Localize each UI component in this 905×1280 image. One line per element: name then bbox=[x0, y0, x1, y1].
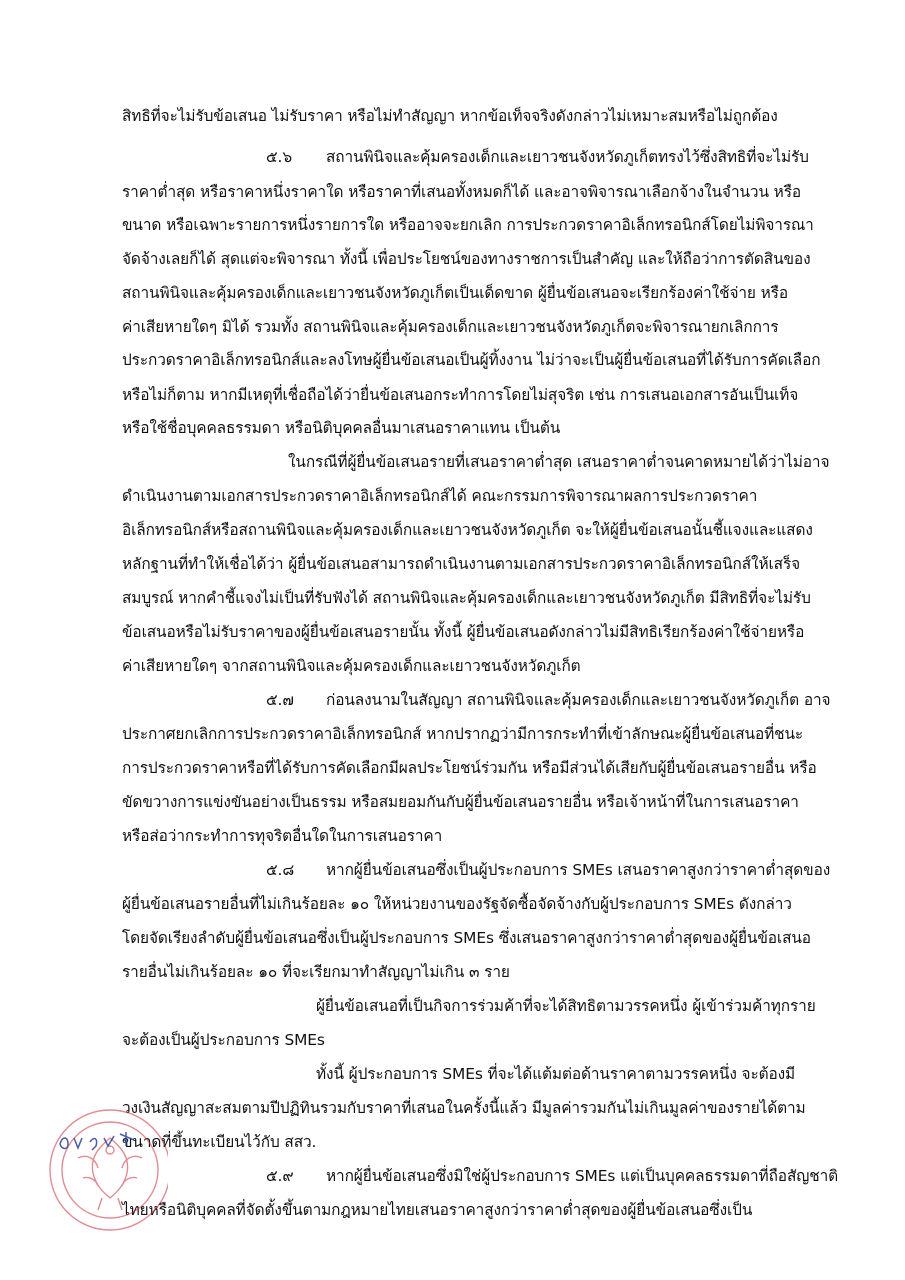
text-line: จัดจ้างเลยก็ได้ สุดแต่จะพิจารณา ทั้งนี้ เพื่อประโยชน์ของทางราชการเป็นสำคัญ และให้ถือว่าการตัดสินของ bbox=[122, 250, 811, 268]
text-line: ประกาศยกเลิกการประกวดราคาอิเล็กทรอนิกส์ หากปรากฏว่ามีการกระทำที่เข้าลักษณะผู้ยื่นข้อเสนอที่ชนะ bbox=[122, 725, 804, 743]
clause-number: ๕.๙ bbox=[266, 1167, 294, 1185]
text-line: รายอื่นไม่เกินร้อยละ ๑๐ ที่จะเรียกมาทำสัญญาไม่เกิน ๓ ราย bbox=[122, 963, 510, 981]
text-line: ผู้ยื่นข้อเสนอรายอื่นที่ไม่เกินร้อยละ ๑๐ ให้หน่วยงานของรัฐจัดซื้อจัดจ้างกับผู้ประกอบการ SMEs ดังกล่าว bbox=[122, 895, 792, 913]
text-line: ขนาดที่ขึ้นทะเบียนไว้กับ สสว. bbox=[122, 1133, 317, 1151]
text-line: การประกวดราคาหรือที่ได้รับการคัดเลือกมีผลประโยชน์ร่วมกัน หรือมีส่วนได้เสียกับผู้ยื่นข้อเสนอรายอื่น หรือ bbox=[122, 759, 817, 777]
text-line: ขัดขวางการแข่งขันอย่างเป็นธรรม หรือสมยอมกันกับผู้ยื่นข้อเสนอรายอื่น หรือเจ้าหน้าที่ในการเสนอราคา bbox=[122, 793, 799, 811]
text-line: หรือไม่ก็ตาม หากมีเหตุที่เชื่อถือได้ว่ายื่นข้อเสนอกระทำการโดยไม่สุจริต เช่น การเสนอเอกสารอันเป็นเท็จ bbox=[122, 386, 799, 404]
text-line: อิเล็กทรอนิกส์หรือสถานพินิจและคุ้มครองเด็กและเยาวชนจังหวัดภูเก็ต จะให้ผู้ยื่นข้อเสนอนั้นชี้แจงและแสดง bbox=[122, 521, 813, 539]
text-line: หลักฐานที่ทำให้เชื่อได้ว่า ผู้ยื่นข้อเสนอสามารถดำเนินงานตามเอกสารประกวดราคาอิเล็กทรอนิกส์ให้เสร็จ bbox=[122, 555, 801, 573]
text-line: หรือส่อว่ากระทำการทุจริตอื่นใดในการเสนอราคา bbox=[122, 827, 443, 845]
text-line: ดำเนินงานตามเอกสารประกวดราคาอิเล็กทรอนิกส์ได้ คณะกรรมการพิจารณาผลการประกวดราคา bbox=[122, 487, 758, 505]
text-line: ก่อนลงนามในสัญญา สถานพินิจและคุ้มครองเด็กและเยาวชนจังหวัดภูเก็ต อาจ bbox=[326, 691, 831, 709]
text-line: ไทยหรือนิติบุคคลที่จัดตั้งขึ้นตามกฎหมายไทยเสนอราคาสูงกว่าราคาต่ำสุดของผู้ยื่นข้อเสนอซึ่งเป็น bbox=[122, 1201, 753, 1219]
text-line: จะต้องเป็นผู้ประกอบการ SMEs bbox=[122, 1031, 325, 1049]
text-line: ราคาต่ำสุด หรือราคาหนึ่งราคาใด หรือราคาที่เสนอทั้งหมดก็ได้ และอาจพิจารณาเลือกจ้างในจำนวน หรือ bbox=[122, 183, 802, 201]
text-line: โดยจัดเรียงลำดับผู้ยื่นข้อเสนอซึ่งเป็นผู้ประกอบการ SMEs ซึ่งเสนอราคาสูงกว่าราคาต่ำสุดของผู้ยื่นข้อเสนอ bbox=[122, 929, 811, 947]
clause-number: ๕.๘ bbox=[266, 861, 295, 879]
text-line: หรือใช้ชื่อบุคคลธรรมดา หรือนิติบุคคลอื่นมาเสนอราคาแทน เป็นต้น bbox=[122, 419, 561, 437]
text-line: สมบูรณ์ หากคำชี้แจงไม่เป็นที่รับฟังได้ สถานพินิจและคุ้มครองเด็กและเยาวชนจังหวัดภูเก็ต มีสิทธิที่จะไม่รับ bbox=[122, 589, 811, 607]
clause-5-7-line bbox=[266, 690, 830, 710]
text-line: ในกรณีที่ผู้ยื่นข้อเสนอรายที่เสนอราคาต่ำสุด เสนอราคาต่ำจนคาดหมายได้ว่าไม่อาจ bbox=[288, 453, 830, 471]
clause-5-8-line bbox=[266, 860, 830, 880]
clause-5-6-line bbox=[266, 147, 809, 167]
clause-number: ๕.๗ bbox=[266, 691, 294, 709]
text-line: วงเงินสัญญาสะสมตามปีปฏิทินรวมกับราคาที่เสนอในครั้งนี้แล้ว มีมูลค่ารวมกันไม่เกินมูลค่าของรายได้ตาม bbox=[122, 1099, 806, 1117]
text-line: สิทธิที่จะไม่รับข้อเสนอ ไม่รับราคา หรือไม่ทำสัญญา หากข้อเท็จจริงดังกล่าวไม่เหมาะสมหรือไม่ถูกต้อง bbox=[122, 107, 778, 125]
text-line: สถานพินิจและคุ้มครองเด็กและเยาวชนจังหวัดภูเก็ตทรงไว้ซึ่งสิทธิที่จะไม่รับ bbox=[326, 148, 809, 166]
text-line: หากผู้ยื่นข้อเสนอซึ่งเป็นผู้ประกอบการ SMEs เสนอราคาสูงกว่าราคาต่ำสุดของ bbox=[326, 861, 831, 879]
text-line: หากผู้ยื่นข้อเสนอซึ่งมิใช่ผู้ประกอบการ SMEs แต่เป็นบุคคลธรรมดาที่ถือสัญชาติ bbox=[326, 1167, 839, 1185]
garuda-seal-icon bbox=[38, 1098, 168, 1238]
text-line: ทั้งนี้ ผู้ประกอบการ SMEs ที่จะได้แต้มต่อด้านราคาตามวรรคหนึ่ง จะต้องมี bbox=[316, 1065, 796, 1083]
clause-number: ๕.๖ bbox=[266, 148, 293, 166]
text-line: ค่าเสียหายใดๆ จากสถานพินิจและคุ้มครองเด็กและเยาวชนจังหวัดภูเก็ต bbox=[122, 657, 581, 675]
text-line: ค่าเสียหายใดๆ มิได้ รวมทั้ง สถานพินิจและคุ้มครองเด็กและเยาวชนจังหวัดภูเก็ตจะพิจารณายกเลิกการ bbox=[122, 318, 779, 336]
text-line: ประกวดราคาอิเล็กทรอนิกส์และลงโทษผู้ยื่นข้อเสนอเป็นผู้ทิ้งงาน ไม่ว่าจะเป็นผู้ยื่นข้อเสนอที่ได้รับการคัดเลือก bbox=[122, 351, 821, 369]
text-line: สถานพินิจและคุ้มครองเด็กและเยาวชนจังหวัดภูเก็ตเป็นเด็ดขาด ผู้ยื่นข้อเสนอจะเรียกร้องค่าใช้จ่าย หรือ bbox=[122, 284, 788, 302]
text-line: ขนาด หรือเฉพาะรายการหนึ่งรายการใด หรืออาจจะยกเลิก การประกวดราคาอิเล็กทรอนิกส์โดยไม่พิจารณา bbox=[122, 216, 814, 234]
text-line: ผู้ยื่นข้อเสนอที่เป็นกิจการร่วมค้าที่จะได้สิทธิตามวรรคหนึ่ง ผู้เข้าร่วมค้าทุกราย bbox=[316, 997, 816, 1015]
text-line: ข้อเสนอหรือไม่รับราคาของผู้ยื่นข้อเสนอรายนั้น ทั้งนี้ ผู้ยื่นข้อเสนอดังกล่าวไม่มีสิทธิเรียกร้องค่าใช้จ่ายหรือ bbox=[122, 623, 805, 641]
clause-5-9-line bbox=[266, 1166, 838, 1186]
